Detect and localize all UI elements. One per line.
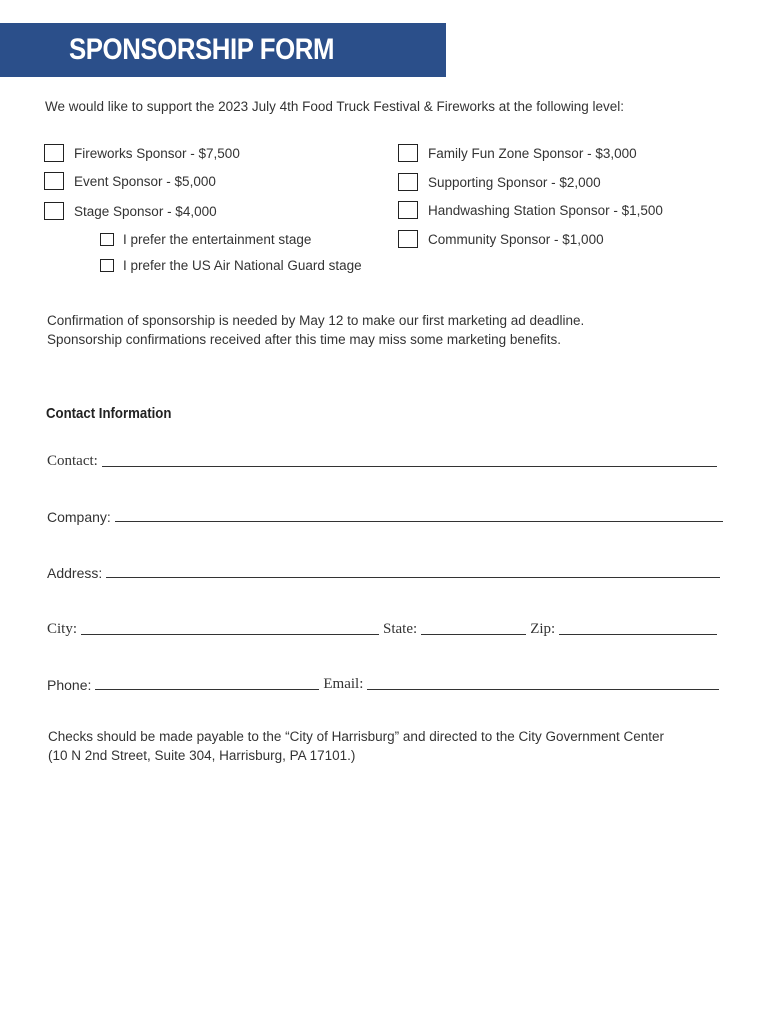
option-label: I prefer the US Air National Guard stage: [123, 258, 362, 273]
option-label: Supporting Sponsor - $2,000: [428, 174, 601, 190]
phone-label: Phone:: [47, 677, 92, 693]
confirmation-line-1: Confirmation of sponsorship is needed by May 12 to make our first marketing ad deadline.: [47, 313, 585, 328]
option-label: Community Sponsor - $1,000: [428, 231, 604, 247]
phone-email-row: [47, 675, 723, 693]
option-label: Stage Sponsor - $4,000: [74, 203, 217, 219]
payment-line-1: Checks should be made payable to the “City of Harrisburg” and directed to the City Government Center: [48, 729, 665, 744]
email-field[interactable]: [367, 675, 719, 690]
intro-text: We would like to support the 2023 July 4th Food Truck Festival & Fireworks at the following level:: [45, 99, 625, 114]
payment-instructions: [48, 727, 664, 765]
confirmation-note: [47, 311, 584, 349]
option-label: Family Fun Zone Sponsor - $3,000: [428, 145, 637, 161]
option-supporting-sponsor[interactable]: [398, 173, 601, 191]
option-label: Fireworks Sponsor - $7,500: [74, 145, 240, 161]
zip-field[interactable]: [559, 620, 717, 635]
city-field[interactable]: [81, 620, 379, 635]
form-title: SPONSORSHIP FORM: [69, 33, 335, 66]
contact-label: Contact:: [47, 453, 98, 469]
company-field[interactable]: [115, 507, 723, 522]
zip-label: Zip:: [530, 621, 556, 637]
option-label: Event Sponsor - $5,000: [74, 173, 216, 189]
option-family-fun-zone-sponsor[interactable]: [398, 144, 637, 162]
option-stage-sponsor[interactable]: [44, 202, 217, 220]
city-label: City:: [47, 621, 78, 637]
checkbox-fireworks-sponsor[interactable]: [44, 144, 64, 162]
checkbox-entertainment-stage[interactable]: [100, 233, 114, 246]
address-label: Address:: [47, 565, 103, 581]
checkbox-handwashing-station-sponsor[interactable]: [398, 201, 418, 219]
address-field[interactable]: [106, 563, 720, 578]
option-air-national-guard-stage[interactable]: [100, 258, 362, 273]
option-label: I prefer the entertainment stage: [123, 232, 312, 247]
checkbox-air-national-guard-stage[interactable]: [100, 259, 114, 272]
checkbox-community-sponsor[interactable]: [398, 230, 418, 248]
email-label: Email:: [323, 676, 364, 692]
checkbox-stage-sponsor[interactable]: [44, 202, 64, 220]
checkbox-event-sponsor[interactable]: [44, 172, 64, 190]
confirmation-line-2: Sponsorship confirmations received after this time may miss some marketing benefits.: [47, 332, 561, 347]
option-label: Handwashing Station Sponsor - $1,500: [428, 202, 663, 218]
option-event-sponsor[interactable]: [44, 172, 216, 190]
phone-field[interactable]: [95, 675, 319, 690]
company-label: Company:: [47, 509, 111, 525]
state-label: State:: [383, 621, 418, 637]
payment-line-2: (10 N 2nd Street, Suite 304, Harrisburg, PA 17101.): [48, 748, 356, 763]
option-entertainment-stage[interactable]: [100, 232, 311, 247]
checkbox-family-fun-zone-sponsor[interactable]: [398, 144, 418, 162]
address-row: [47, 563, 724, 581]
contact-section-heading: Contact Information: [46, 405, 172, 422]
city-state-zip-row: [47, 620, 721, 638]
option-fireworks-sponsor[interactable]: [44, 144, 240, 162]
company-row: [47, 507, 727, 525]
contact-row: [47, 452, 721, 470]
contact-field[interactable]: [102, 452, 717, 467]
state-field[interactable]: [421, 620, 526, 635]
option-handwashing-station-sponsor[interactable]: [398, 201, 663, 219]
checkbox-supporting-sponsor[interactable]: [398, 173, 418, 191]
option-community-sponsor[interactable]: [398, 230, 604, 248]
